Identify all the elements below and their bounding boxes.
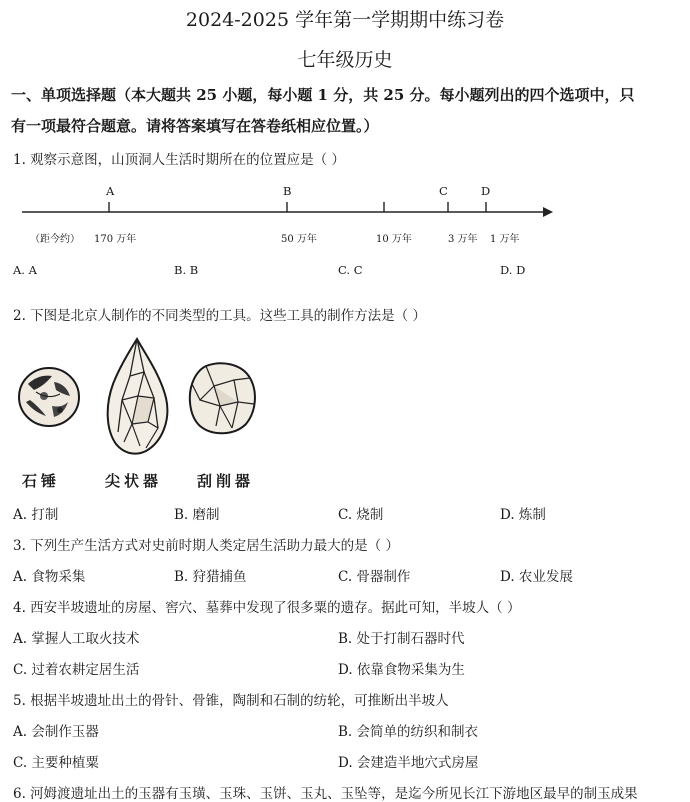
question-3-option-c[interactable]: C. 骨器制作 xyxy=(338,569,411,585)
timeline-tick-label-170: 170 万年 xyxy=(94,234,137,245)
pointed-tool-drawing xyxy=(100,336,174,460)
question-4-option-b[interactable]: B. 处于打制石器时代 xyxy=(338,631,465,647)
tool-name-pointed-tool: 尖状器 xyxy=(105,472,163,490)
timeline-tick-label-1: 1 万年 xyxy=(490,234,520,245)
timeline-label-b: B xyxy=(283,184,292,198)
tool-name-stone-hammer: 石锤 xyxy=(22,472,61,490)
question-1-option-b[interactable]: B. B xyxy=(174,263,199,277)
question-4-option-a[interactable]: A. 掌握人工取火技术 xyxy=(13,631,140,647)
timeline-label-a: A xyxy=(106,184,115,198)
question-2-option-c[interactable]: C. 烧制 xyxy=(338,507,384,523)
question-4-option-d[interactable]: D. 依靠食物采集为生 xyxy=(338,662,465,678)
question-4-option-c[interactable]: C. 过着农耕定居生活 xyxy=(13,662,140,678)
question-1-option-c[interactable]: C. C xyxy=(338,263,363,277)
question-2-option-b[interactable]: B. 磨制 xyxy=(174,507,220,523)
question-3-option-b[interactable]: B. 狩猎捕鱼 xyxy=(174,569,247,585)
question-3-option-d[interactable]: D. 农业发展 xyxy=(500,569,573,585)
stone-hammer-drawing xyxy=(14,362,84,432)
question-2-stem: 2. 下图是北京人制作的不同类型的工具。这些工具的制作方法是（ ） xyxy=(13,308,426,324)
exam-title: 2024-2025 学年第一学期期中练习卷 xyxy=(185,9,505,31)
timeline-tick-label-50: 50 万年 xyxy=(281,234,317,245)
timeline-tick-label-10: 10 万年 xyxy=(376,234,412,245)
tool-name-scraper: 刮削器 xyxy=(197,472,255,490)
question-5-option-c[interactable]: C. 主要种植粟 xyxy=(13,755,99,771)
timeline-tick-label-3: 3 万年 xyxy=(448,234,478,245)
question-5-option-a[interactable]: A. 会制作玉器 xyxy=(13,724,99,740)
section-heading-line2: 有一项最符合题意。请将答案填写在答卷纸相应位置。） xyxy=(11,117,379,135)
timeline-label-d: D xyxy=(481,184,491,198)
timeline-label-c: C xyxy=(439,184,448,198)
question-5-stem: 5. 根据半坡遗址出土的骨针、骨锥，陶制和石制的纺轮，可推断出半坡人 xyxy=(13,693,449,709)
question-4-stem: 4. 西安半坡遗址的房屋、窖穴、墓葬中发现了很多粟的遗存。据此可知，半坡人（ ） xyxy=(13,600,521,616)
question-3-option-a[interactable]: A. 食物采集 xyxy=(13,569,86,585)
question-6-stem: 6. 河姆渡遗址出土的玉器有玉璜、玉珠、玉饼、玉丸、玉坠等，是迄今所见长江下游地区最早的制玉成果 xyxy=(13,786,638,802)
question-2-option-d[interactable]: D. 炼制 xyxy=(500,507,546,523)
question-3-stem: 3. 下列生产生活方式对史前时期人类定居生活助力最大的是（ ） xyxy=(13,538,399,554)
question-1-option-a[interactable]: A. A xyxy=(13,263,37,277)
scraper-drawing xyxy=(186,360,258,438)
timeline-arrow xyxy=(543,207,553,217)
section-heading-line1: 一、单项选择题（本大题共 25 小题，每小题 1 分，共 25 分。每小题列出的四个选项中，只 xyxy=(11,86,635,104)
question-5-option-d[interactable]: D. 会建造半地穴式房屋 xyxy=(338,755,479,771)
question-1-option-d[interactable]: D. D xyxy=(500,263,526,277)
question-1-stem: 1. 观察示意图，山顶洞人生活时期所在的位置应是（ ） xyxy=(13,152,345,168)
question-2-option-a[interactable]: A. 打制 xyxy=(13,507,59,523)
question-5-option-b[interactable]: B. 会简单的纺织和制衣 xyxy=(338,724,479,740)
timeline-caption: （距今约） xyxy=(30,234,80,245)
exam-subtitle: 七年级历史 xyxy=(297,49,393,71)
